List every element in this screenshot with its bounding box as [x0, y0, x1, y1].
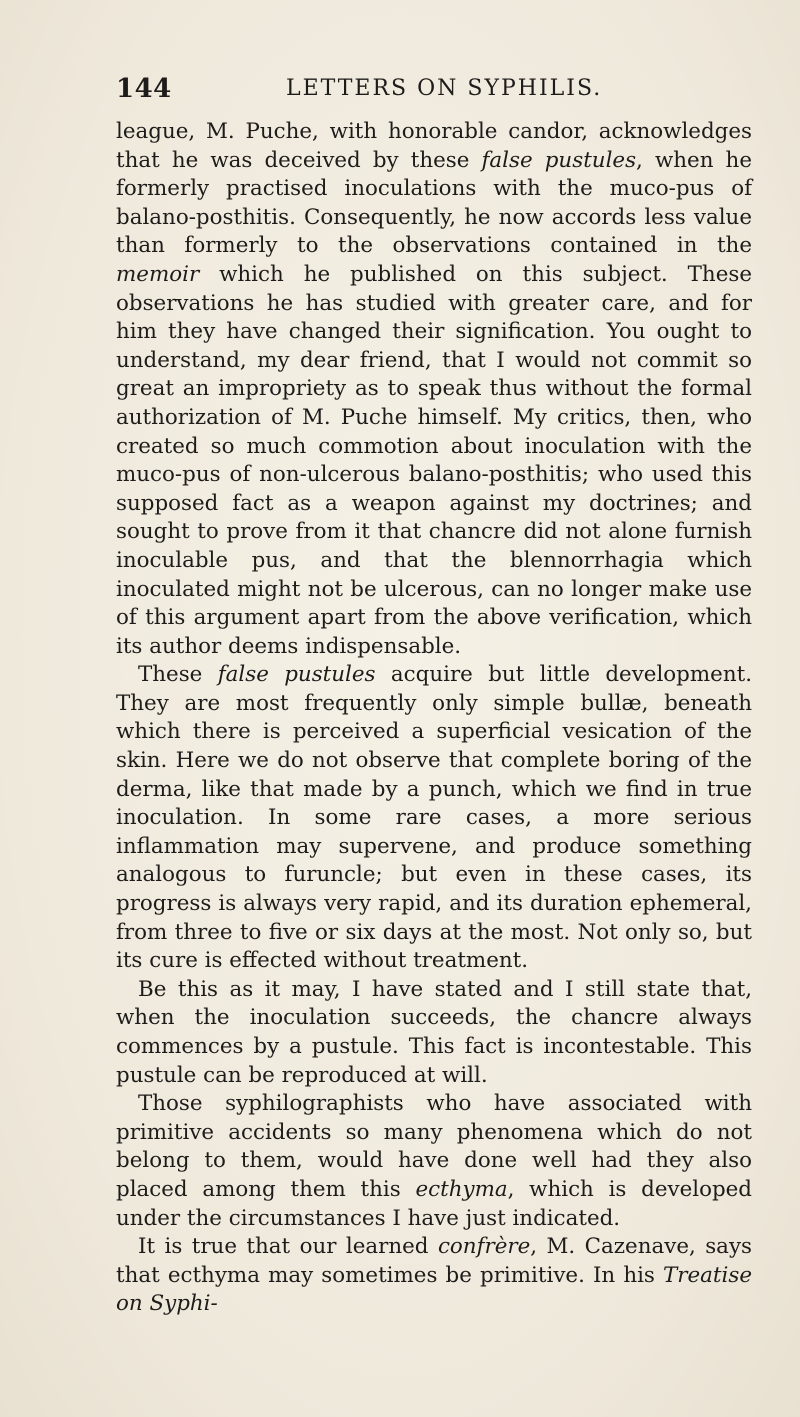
text-run: Be this as it may, I have stated and I still state that, when the inoculation succeeds, the chancre always commences by a pustule. This fact is incontestable. This pustule can be reproduced at will.	[116, 976, 752, 1088]
text-run: , when he formerly practised inoculations with the muco-pus of balano-posthitis. Consequently, he now accords less value than formerly to the observations contained in the	[116, 147, 752, 259]
text-run: , which is developed under the circumstances I have just indicated.	[116, 1176, 752, 1231]
page-header	[116, 74, 752, 108]
text-run: , M. Cazenave, says that ecthyma may sometimes be primitive. In his	[116, 1234, 752, 1288]
page-number: 144	[116, 74, 172, 104]
text-run: It is true that our learned	[138, 1234, 438, 1260]
italic-text: false pustules	[217, 662, 376, 688]
text-run: acquire but little development. They are most frequently only simple bullæ, beneath which there is perceived a superficial vesication of the skin. Here we do not observe that complete boring of the derma, like that made by a punch, which we find in true inoculation. In some rare cases, a more serious inflammation may supervene, and produce something analogous to furuncle; but even in these cases, its progress is always very rapid, and its duration ephemeral, from three to five or six days at the most. Not only so, but its cure is effected without treatment.	[116, 662, 752, 974]
text-run: These	[138, 662, 218, 688]
italic-text: Treatise on Syphi-	[116, 1262, 752, 1317]
paragraph	[116, 661, 752, 976]
text-run: league, M. Puche, with honorable candor, acknowledges that he was deceived by these	[116, 119, 752, 173]
running-title: LETTERS ON SYPHILIS.	[286, 76, 603, 101]
paragraph	[116, 1233, 752, 1319]
italic-text: confrère	[437, 1234, 531, 1260]
paragraph	[116, 1090, 752, 1233]
italic-text: memoir	[116, 261, 200, 287]
paragraph	[116, 118, 752, 661]
body-text	[116, 118, 752, 1319]
text-run: Those syphilographists who have associated with primitive accidents so many phenomena which do not belong to them, would have done well had they also placed among them this	[116, 1091, 752, 1202]
italic-text: ecthyma	[415, 1176, 508, 1202]
italic-text: false pustules	[481, 147, 637, 173]
paragraph	[116, 976, 752, 1090]
text-run: which he published on this subject. These observations he has studied with greater care, and for him they have changed their signification. You ought to understand, my dear friend, that I would not commit so great an impropriety as to speak thus without the formal authorization of M. Puche himself. My critics, then, who created so much commotion about inoculation with the muco-pus of non-ulcerous balano-posthitis; who used this supposed fact as a weapon against my doctrines; and sought to prove from it that chancre did not alone furnish inoculable pus, and that the blennorrhagia which inoculated might not be ulcerous, can no longer make use of this argument apart from the above verification, which its author deems indispensable.	[116, 261, 752, 659]
